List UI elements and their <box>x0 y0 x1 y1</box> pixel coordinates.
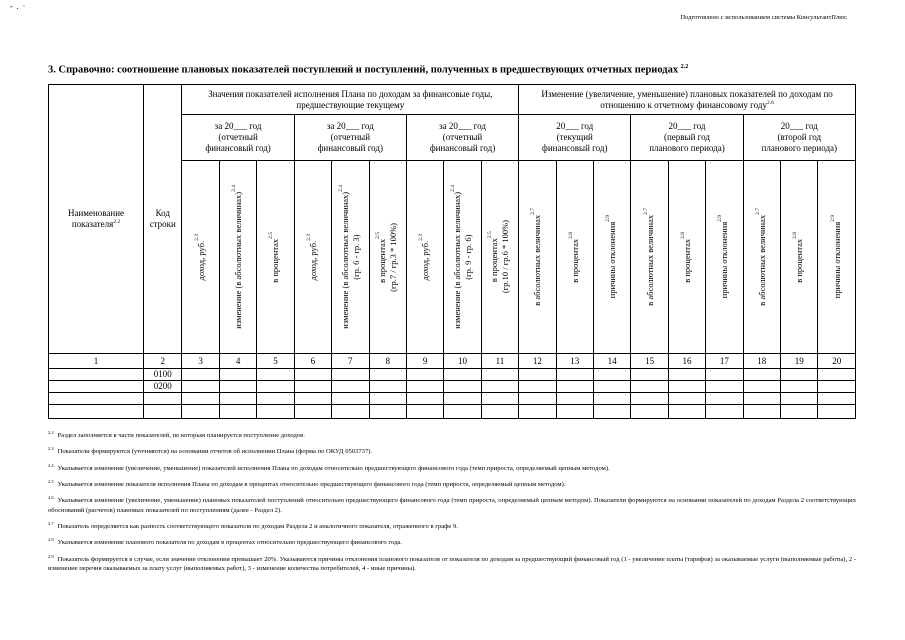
value-cell[interactable] <box>257 405 294 419</box>
prepared-note: Подготовлено с использованием системы КонсультантПлюс <box>680 14 847 21</box>
subcol-label <box>337 185 350 329</box>
subcol-text: в процентах <box>270 238 281 283</box>
col-number: 14 <box>593 354 630 369</box>
subcol-header <box>780 161 817 354</box>
subcol-sup: 2.8 <box>567 231 574 239</box>
value-cell[interactable] <box>219 381 256 393</box>
period-b-header: 20___ год (текущий финансовый год) <box>519 115 631 161</box>
col-number: 1 <box>49 354 144 369</box>
col-name-sup: 2.2 <box>113 219 121 225</box>
value-cell[interactable] <box>257 369 294 381</box>
footnote <box>48 444 856 457</box>
footnote <box>48 461 856 474</box>
subcol-formula: (гр. 9 - гр. 6) <box>463 234 474 280</box>
subcol-sup: 2.4 <box>450 185 457 193</box>
subcol-text: в процентах <box>377 238 388 283</box>
value-cell[interactable] <box>519 393 556 405</box>
footnote <box>48 519 856 532</box>
value-cell[interactable] <box>294 393 331 405</box>
subcol-text: причины отклонения <box>719 222 730 299</box>
value-cell[interactable] <box>444 369 481 381</box>
col-number: 13 <box>556 354 593 369</box>
subcol-header <box>369 161 406 354</box>
value-cell[interactable] <box>593 393 630 405</box>
col-number: 16 <box>668 354 705 369</box>
value-cell[interactable] <box>369 381 406 393</box>
value-cell[interactable] <box>818 393 856 405</box>
footnote-text: Показатель формируется в случае, если значение отклонения превышает 20%. Указываются причины отклонения планового показателя от показателя по доходам за предшествующий финансовый год (1 - увеличение платы (тарифов) за оказываемые услуги (выполняемые работы), 2 - изменение перечня оказываемых за плату услуг (выполняемых работ), 3 - изменение количества потребителей, 4 - иные причины). <box>48 555 856 573</box>
footnote-number: 2.6 <box>48 495 54 501</box>
row-code <box>144 405 182 419</box>
footnote <box>48 493 856 515</box>
period-a-header: за 20___ год (отчетный финансовый год) <box>406 115 518 161</box>
subcol-label <box>682 232 692 283</box>
subcol-sup: 2.5 <box>375 231 382 239</box>
value-cell[interactable] <box>444 381 481 393</box>
section-title-sup: 2.2 <box>680 64 689 70</box>
subcol-formula: (гр. 6 - гр. 3) <box>350 234 361 280</box>
subcol-label <box>193 233 206 281</box>
value-cell[interactable] <box>182 381 219 393</box>
subcol-text: причины отклонения <box>607 222 618 299</box>
subcol-text: в процентах <box>569 238 580 283</box>
row-name-cell[interactable] <box>49 369 144 381</box>
subcol-sup: 2.7 <box>530 208 537 215</box>
value-cell[interactable] <box>631 393 668 405</box>
col-number: 3 <box>182 354 219 369</box>
value-cell[interactable] <box>332 393 369 405</box>
subcol-header <box>668 161 705 354</box>
value-cell[interactable] <box>780 405 817 419</box>
subcol-sup: 2.9 <box>717 215 724 223</box>
value-cell[interactable] <box>556 405 593 419</box>
col-number: 18 <box>743 354 780 369</box>
subcol-label <box>567 231 580 283</box>
subcol-label <box>794 232 804 283</box>
subcol-sup: 2.5 <box>268 231 275 239</box>
subcol-header <box>556 161 593 354</box>
value-cell[interactable] <box>369 393 406 405</box>
subcol-header <box>481 161 518 354</box>
subcol-header <box>219 161 256 354</box>
col-number: 20 <box>818 354 856 369</box>
subcol-label <box>308 234 318 280</box>
subcol-text: доход, руб. <box>195 240 206 281</box>
value-cell[interactable] <box>332 405 369 419</box>
value-cell[interactable] <box>780 381 817 393</box>
value-cell[interactable] <box>294 381 331 393</box>
subcol-text: доход, руб. <box>307 240 318 281</box>
subcol-label <box>754 208 767 306</box>
row-name-cell[interactable] <box>49 393 144 405</box>
value-cell[interactable] <box>332 381 369 393</box>
value-cell[interactable] <box>369 369 406 381</box>
value-cell[interactable] <box>369 405 406 419</box>
value-cell[interactable] <box>332 369 369 381</box>
subcol-label <box>607 215 617 298</box>
subcol-text: в процентах <box>681 238 692 283</box>
subcol-text: причины отклонения <box>831 222 842 299</box>
period-b-header: 20___ год (первый год планового периода) <box>631 115 743 161</box>
subcol-sup: 2.3 <box>306 233 313 241</box>
subcol-text: в абсолютных величинах <box>532 214 543 306</box>
col-number: 19 <box>780 354 817 369</box>
subcol-label <box>489 220 499 293</box>
subcol-header <box>743 161 780 354</box>
subcol-formula: (гр.10 / гр.6 * 100%) <box>500 220 511 294</box>
value-cell[interactable] <box>706 369 743 381</box>
subcol-sup: 2.4 <box>231 185 238 193</box>
table-row <box>49 405 856 419</box>
footnote <box>48 477 856 490</box>
value-cell[interactable] <box>182 393 219 405</box>
value-cell[interactable] <box>406 405 443 419</box>
value-cell[interactable] <box>631 381 668 393</box>
value-cell[interactable] <box>219 405 256 419</box>
value-cell[interactable] <box>182 369 219 381</box>
col-number: 15 <box>631 354 668 369</box>
corner-marks: - . · <box>10 2 27 11</box>
footnote-text: Показатели формируются (уточняются) на основании отчетов об исполнении Плана (форма по ОКУД 0503737). <box>57 448 373 456</box>
value-cell[interactable] <box>818 381 856 393</box>
value-cell[interactable] <box>519 405 556 419</box>
subcol-header <box>294 161 331 354</box>
row-name-cell[interactable] <box>49 405 144 419</box>
subcol-label <box>642 208 655 306</box>
period-a-header: за 20___ год (отчетный финансовый год) <box>294 115 406 161</box>
value-cell[interactable] <box>556 381 593 393</box>
subcol-header <box>332 161 369 354</box>
value-cell[interactable] <box>257 393 294 405</box>
section-title <box>48 64 688 76</box>
subcol-text: в процентах <box>489 238 500 283</box>
value-cell[interactable] <box>631 369 668 381</box>
footnote-number: 2.8 <box>48 537 54 543</box>
subcol-header <box>406 161 443 354</box>
value-cell[interactable] <box>444 393 481 405</box>
subcol-sup: 2.8 <box>792 231 799 239</box>
subcol-text: изменение (в абсолютных величинах) <box>233 192 244 329</box>
footnote-text: Показатель определяется как разность соответствующего показателя по доходам Раздела 2 и аналогичного показателя, отраженного в графе 9. <box>57 523 458 531</box>
value-cell[interactable] <box>743 369 780 381</box>
value-cell[interactable] <box>406 381 443 393</box>
value-cell[interactable] <box>294 405 331 419</box>
subcol-label <box>233 185 243 329</box>
col-number: 5 <box>257 354 294 369</box>
subcol-label <box>532 208 542 306</box>
value-cell[interactable] <box>406 369 443 381</box>
subcol-sup: 2.3 <box>193 233 200 241</box>
subcol-label <box>452 185 462 329</box>
value-cell[interactable] <box>219 369 256 381</box>
subcol-header <box>257 161 294 354</box>
footnote-text: Указывается изменение (увеличение, уменьшение) плановых показателей поступлений относительно предшествующего финансового года (темп прироста, определяемый цепным методом). Показатели формируются на основании показателей по доходам Раздела 2 соответствующих обоснований (расчетов) плановых показателей по поступлениям (далее - Раздел 2). <box>48 497 856 514</box>
subcol-text: в абсолютных величинах <box>644 214 655 306</box>
value-cell[interactable] <box>294 369 331 381</box>
value-cell[interactable] <box>668 393 705 405</box>
value-cell[interactable] <box>182 405 219 419</box>
value-cell[interactable] <box>818 405 856 419</box>
footnote-number: 2.9 <box>48 553 54 559</box>
group-a-header: Значения показателей исполнения Плана по доходам за финансовые годы, предшествующие текущему <box>182 85 519 115</box>
group-b-header <box>519 85 856 115</box>
table-row <box>49 381 856 393</box>
footnote-number: 2.3 <box>48 446 54 452</box>
col-number: 2 <box>144 354 182 369</box>
value-cell[interactable] <box>593 381 630 393</box>
group-b-sup: 2.6 <box>766 99 774 106</box>
subcol-header <box>182 161 219 354</box>
value-cell[interactable] <box>743 381 780 393</box>
col-name-header <box>49 85 144 354</box>
footnote <box>48 535 856 548</box>
row-code: 0200 <box>144 381 182 393</box>
value-cell[interactable] <box>481 381 518 393</box>
subcol-label <box>829 215 842 299</box>
value-cell[interactable] <box>743 393 780 405</box>
col-code-header: Код строки <box>144 85 182 354</box>
subcol-text: изменение (в абсолютных величинах) <box>452 192 463 329</box>
indicator-table <box>48 84 856 419</box>
subcol-text: в процентах <box>794 238 805 283</box>
value-cell[interactable] <box>481 393 518 405</box>
section-title-text: 3. Справочно: соотношение плановых показателей поступлений и поступлений, полученных в предшествующих отчетных периодах <box>48 64 679 76</box>
table-row <box>49 369 856 381</box>
subcol-formula: (гр.7 / гр.3 * 100%) <box>388 222 399 292</box>
subcol-sup: 2.3 <box>418 233 425 241</box>
footnote-number: 2.2 <box>48 430 54 435</box>
value-cell[interactable] <box>668 405 705 419</box>
value-cell[interactable] <box>818 369 856 381</box>
subcol-header <box>593 161 630 354</box>
subcol-header <box>519 161 556 354</box>
col-name-label: Наименование показателя <box>67 208 125 229</box>
footnote-text: Указывается изменение показателя исполнения Плана по доходам в процентах относительно предшествующего финансового года (темп прироста, определяемый цепным методом). <box>57 481 566 489</box>
col-number: 7 <box>332 354 369 369</box>
value-cell[interactable] <box>706 405 743 419</box>
subcol-header <box>818 161 856 354</box>
subcol-sup: 2.9 <box>829 215 836 223</box>
value-cell[interactable] <box>556 393 593 405</box>
col-number: 12 <box>519 354 556 369</box>
period-a-header: за 20___ год (отчетный финансовый год) <box>182 115 294 161</box>
value-cell[interactable] <box>668 369 705 381</box>
value-cell[interactable] <box>593 405 630 419</box>
footnote-text: Указывается изменение планового показателя по доходам в процентах относительно предшествующего финансового года. <box>57 539 402 547</box>
subcol-sup: 2.9 <box>605 215 612 223</box>
footnote-number: 2.7 <box>48 521 54 526</box>
value-cell[interactable] <box>706 393 743 405</box>
value-cell[interactable] <box>219 393 256 405</box>
value-cell[interactable] <box>519 381 556 393</box>
col-number: 17 <box>706 354 743 369</box>
value-cell[interactable] <box>481 405 518 419</box>
value-cell[interactable] <box>406 393 443 405</box>
value-cell[interactable] <box>519 369 556 381</box>
col-number: 6 <box>294 354 331 369</box>
value-cell[interactable] <box>706 381 743 393</box>
row-code <box>144 393 182 405</box>
value-cell[interactable] <box>780 393 817 405</box>
subcol-text: изменение (в абсолютных величинах) <box>339 192 350 329</box>
subcol-text: в абсолютных величинах <box>756 214 767 306</box>
value-cell[interactable] <box>556 369 593 381</box>
subcol-header <box>444 161 481 354</box>
value-cell[interactable] <box>780 369 817 381</box>
subcol-text: доход, руб. <box>420 240 431 281</box>
period-b-header: 20___ год (второй год планового периода) <box>743 115 855 161</box>
value-cell[interactable] <box>743 405 780 419</box>
subcol-sup: 2.8 <box>680 231 687 239</box>
col-number: 11 <box>481 354 518 369</box>
footnote <box>48 428 856 441</box>
subcol-header <box>706 161 743 354</box>
subcol-label <box>420 234 430 280</box>
value-cell[interactable] <box>668 381 705 393</box>
footnotes <box>48 428 856 577</box>
footnote-text: Раздел заполняется в части показателей, по которым планируется поступление доходов. <box>57 432 305 440</box>
row-code: 0100 <box>144 369 182 381</box>
value-cell[interactable] <box>593 369 630 381</box>
subcol-sup: 2.4 <box>337 185 344 193</box>
subcol-sup: 2.5 <box>487 231 494 239</box>
subcol-label <box>719 215 729 298</box>
value-cell[interactable] <box>444 405 481 419</box>
col-number: 10 <box>444 354 481 369</box>
subcol-sup: 2.7 <box>754 208 761 215</box>
col-number: 4 <box>219 354 256 369</box>
footnote <box>48 552 856 574</box>
footnote-number: 2.4 <box>48 462 54 468</box>
col-number: 8 <box>369 354 406 369</box>
footnote-number: 2.5 <box>48 478 54 484</box>
group-b-label: Изменение (увеличение, уменьшение) плановых показателей по доходам по отношению к отчетному финансовому году <box>541 88 833 110</box>
table-row <box>49 393 856 405</box>
subcol-header <box>631 161 668 354</box>
value-cell[interactable] <box>257 381 294 393</box>
row-name-cell[interactable] <box>49 381 144 393</box>
subcol-sup: 2.7 <box>642 208 649 215</box>
col-number: 9 <box>406 354 443 369</box>
value-cell[interactable] <box>481 369 518 381</box>
value-cell[interactable] <box>631 405 668 419</box>
subcol-label <box>377 223 387 292</box>
footnote-text: Указывается изменение (увеличение, уменьшение) показателей исполнения Плана по доходам относительно предшествующего финансового года (темп прироста, определяемый цепным методом). <box>57 464 610 472</box>
subcol-label <box>270 232 280 283</box>
